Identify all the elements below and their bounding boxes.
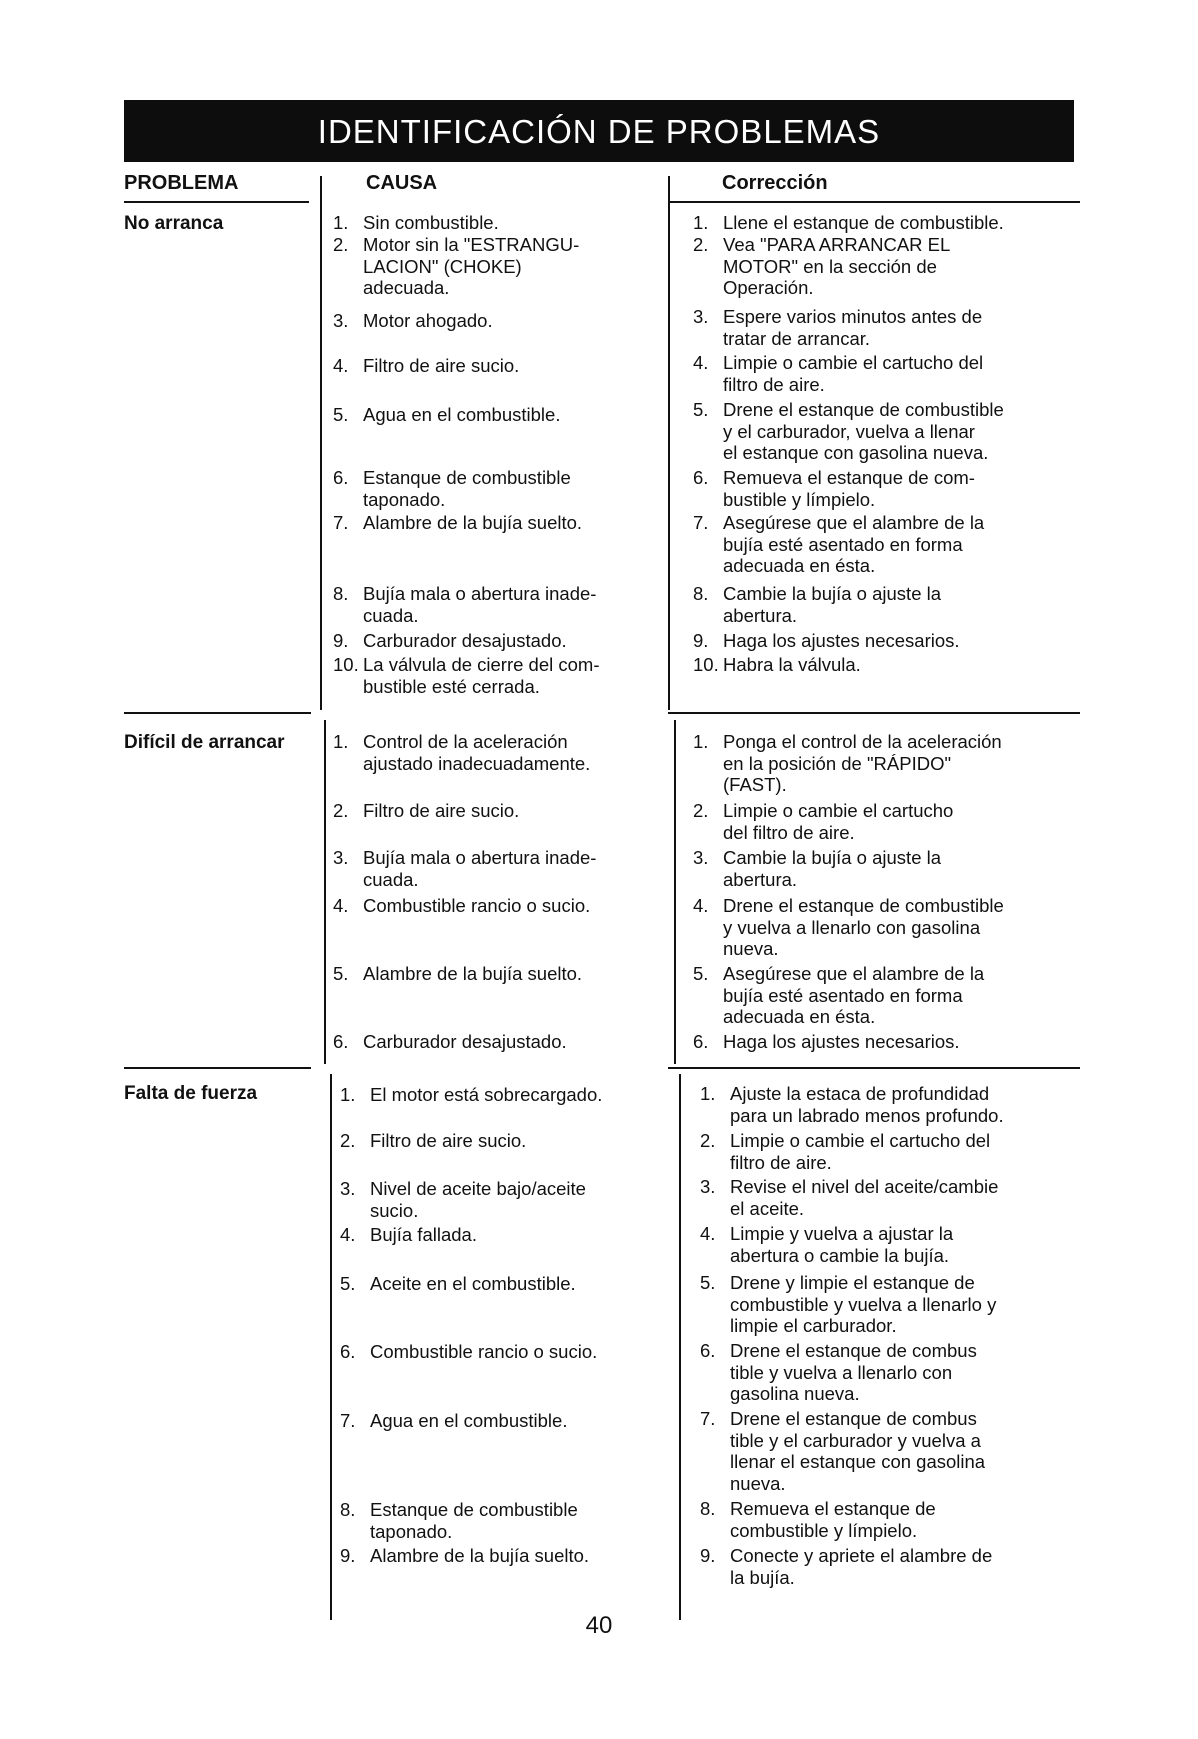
cause-number: 1. xyxy=(333,731,349,752)
header-causa: CAUSA xyxy=(366,172,438,194)
correction-number: 1. xyxy=(700,1083,716,1104)
cause-text: Agua en el combustible. xyxy=(363,404,561,425)
correction-item xyxy=(693,234,1108,299)
cause-item xyxy=(333,654,698,697)
cause-text: Combustible rancio o sucio. xyxy=(363,895,591,916)
cause-item xyxy=(333,895,698,917)
correction-number: 7. xyxy=(700,1408,716,1429)
correction-number: 3. xyxy=(693,847,709,868)
cause-text: Estanque de combustible taponado. xyxy=(370,1499,578,1542)
cause-number: 7. xyxy=(333,512,349,533)
header-correccion: Corrección xyxy=(722,172,828,194)
correction-text: Limpie o cambie el cartucho del filtro de aire. xyxy=(723,800,954,843)
cause-number: 9. xyxy=(340,1545,356,1566)
divider-causa-2 xyxy=(324,720,326,1064)
cause-text: Filtro de aire sucio. xyxy=(363,800,520,821)
cause-text: Filtro de aire sucio. xyxy=(370,1130,527,1151)
cause-item xyxy=(340,1410,705,1432)
cause-number: 4. xyxy=(333,895,349,916)
correction-item xyxy=(693,467,1108,510)
cause-text: Alambre de la bujía suelto. xyxy=(363,512,583,533)
cause-text: Agua en el combustible. xyxy=(370,1410,568,1431)
correction-item xyxy=(700,1130,1115,1173)
correction-item xyxy=(693,583,1108,626)
correction-item xyxy=(693,963,1108,1028)
cause-item xyxy=(333,234,698,299)
cause-number: 3. xyxy=(340,1178,356,1199)
cause-number: 1. xyxy=(340,1084,356,1105)
correction-text: Ponga el control de la aceleración en la posición de "RÁPIDO" (FAST). xyxy=(723,731,1002,795)
cause-text: El motor está sobrecargado. xyxy=(370,1084,603,1105)
correction-item xyxy=(693,800,1108,843)
cause-number: 5. xyxy=(340,1273,356,1294)
correction-item xyxy=(693,654,1108,676)
cause-item xyxy=(333,731,698,774)
correction-item xyxy=(693,1031,1108,1053)
cause-item xyxy=(333,467,698,510)
correction-text: Llene el estanque de combustible. xyxy=(723,212,1004,233)
correction-item xyxy=(700,1223,1115,1266)
correction-number: 7. xyxy=(693,512,709,533)
correction-number: 1. xyxy=(693,731,709,752)
correction-number: 4. xyxy=(693,895,709,916)
cause-text: Motor ahogado. xyxy=(363,310,493,331)
correction-number: 5. xyxy=(693,963,709,984)
problem-dificil-de-arrancar: Difícil de arrancar xyxy=(124,732,285,753)
correction-number: 8. xyxy=(700,1498,716,1519)
correction-item xyxy=(693,512,1108,577)
correction-number: 2. xyxy=(693,800,709,821)
correction-number: 3. xyxy=(693,306,709,327)
cause-text: Carburador desajustado. xyxy=(363,630,567,651)
cause-text: La válvula de cierre del com- bustible esté cerrada. xyxy=(363,654,600,697)
correction-number: 4. xyxy=(700,1223,716,1244)
correction-text: Limpie o cambie el cartucho del filtro de aire. xyxy=(730,1130,991,1173)
correction-item xyxy=(693,731,1108,796)
cause-number: 8. xyxy=(333,583,349,604)
cause-item xyxy=(340,1224,705,1246)
cause-text: Estanque de combustible taponado. xyxy=(363,467,571,510)
cause-text: Motor sin la "ESTRANGU- LACION" (CHOKE) adecuada. xyxy=(363,234,580,298)
correction-item xyxy=(700,1498,1115,1541)
correction-text: Drene el estanque de combustible y el carburador, vuelva a llenar el estanque con gasolina nueva. xyxy=(723,399,1004,463)
cause-item xyxy=(333,800,698,822)
correction-text: Cambie la bujía o ajuste la abertura. xyxy=(723,583,942,626)
cause-number: 3. xyxy=(333,310,349,331)
correction-item xyxy=(693,306,1108,349)
correction-text: Haga los ajustes necesarios. xyxy=(723,630,960,651)
rule-section-1-correccion xyxy=(668,712,1080,714)
cause-item xyxy=(333,847,698,890)
cause-text: Combustible rancio o sucio. xyxy=(370,1341,598,1362)
correction-item xyxy=(693,212,1108,234)
correction-number: 8. xyxy=(693,583,709,604)
correction-item xyxy=(700,1272,1115,1337)
correction-text: Drene el estanque de combustible y vuelva a llenarlo con gasolina nueva. xyxy=(723,895,1004,959)
rule-header-correccion xyxy=(668,201,1080,203)
correction-item xyxy=(700,1083,1115,1126)
correction-text: Remueva el estanque de com- bustible y límpielo. xyxy=(723,467,975,510)
cause-text: Aceite en el combustible. xyxy=(370,1273,576,1294)
cause-text: Control de la aceleración ajustado inadecuadamente. xyxy=(363,731,591,774)
cause-number: 1. xyxy=(333,212,349,233)
cause-number: 5. xyxy=(333,404,349,425)
cause-item xyxy=(333,404,698,426)
cause-item xyxy=(340,1084,705,1106)
correction-text: Drene y limpie el estanque de combustible y vuelva a llenarlo y limpie el carburador. xyxy=(730,1272,997,1336)
cause-number: 4. xyxy=(333,355,349,376)
cause-text: Bujía fallada. xyxy=(370,1224,477,1245)
correction-text: Asegúrese que el alambre de la bujía esté asentado en forma adecuada en ésta. xyxy=(723,963,985,1027)
cause-number: 4. xyxy=(340,1224,356,1245)
correction-number: 4. xyxy=(693,352,709,373)
cause-item xyxy=(340,1499,705,1542)
correction-item xyxy=(693,352,1108,395)
cause-item xyxy=(340,1130,705,1152)
cause-item xyxy=(333,212,698,234)
correction-text: Habra la válvula. xyxy=(723,654,861,675)
correction-text: Vea "PARA ARRANCAR EL MOTOR" en la sección de Operación. xyxy=(723,234,951,298)
correction-text: Drene el estanque de combus tible y vuelva a llenarlo con gasolina nueva. xyxy=(730,1340,977,1404)
cause-number: 3. xyxy=(333,847,349,868)
cause-text: Alambre de la bujía suelto. xyxy=(370,1545,590,1566)
correction-item xyxy=(693,630,1108,652)
cause-item xyxy=(340,1341,705,1363)
cause-item xyxy=(340,1273,705,1295)
correction-number: 9. xyxy=(693,630,709,651)
correction-text: Drene el estanque de combus tible y el carburador y vuelva a llenar el estanque con gasolina nueva. xyxy=(730,1408,986,1494)
correction-item xyxy=(700,1545,1115,1588)
cause-text: Sin combustible. xyxy=(363,212,499,233)
cause-text: Filtro de aire sucio. xyxy=(363,355,520,376)
correction-text: Limpie o cambie el cartucho del filtro de aire. xyxy=(723,352,984,395)
cause-text: Carburador desajustado. xyxy=(363,1031,567,1052)
rule-section-2-correccion xyxy=(668,1067,1080,1069)
cause-item xyxy=(333,1031,698,1053)
correction-text: Conecte y apriete el alambre de la bujía. xyxy=(730,1545,993,1588)
correction-number: 6. xyxy=(693,1031,709,1052)
correction-number: 10. xyxy=(693,654,719,675)
correction-number: 5. xyxy=(700,1272,716,1293)
cause-number: 6. xyxy=(333,1031,349,1052)
correction-item xyxy=(700,1408,1115,1494)
correction-text: Espere varios minutos antes de tratar de arrancar. xyxy=(723,306,983,349)
cause-number: 10. xyxy=(333,654,359,675)
cause-item xyxy=(333,310,698,332)
cause-number: 6. xyxy=(333,467,349,488)
page-title: IDENTIFICACIÓN DE PROBLEMAS xyxy=(124,100,1074,162)
cause-text: Alambre de la bujía suelto. xyxy=(363,963,583,984)
correction-text: Limpie y vuelva a ajustar la abertura o cambie la bujía. xyxy=(730,1223,954,1266)
cause-number: 5. xyxy=(333,963,349,984)
cause-text: Bujía mala o abertura inade- cuada. xyxy=(363,583,597,626)
cause-item xyxy=(333,630,698,652)
divider-causa-3 xyxy=(330,1074,332,1620)
divider-causa-1 xyxy=(320,176,322,710)
correction-number: 3. xyxy=(700,1176,716,1197)
correction-item xyxy=(693,895,1108,960)
correction-text: Ajuste la estaca de profundidad para un labrado menos profundo. xyxy=(730,1083,1004,1126)
page-number: 40 xyxy=(585,1612,613,1639)
correction-text: Asegúrese que el alambre de la bujía esté asentado en forma adecuada en ésta. xyxy=(723,512,985,576)
cause-number: 9. xyxy=(333,630,349,651)
correction-item xyxy=(693,847,1108,890)
cause-item xyxy=(333,583,698,626)
cause-number: 6. xyxy=(340,1341,356,1362)
correction-number: 5. xyxy=(693,399,709,420)
cause-item xyxy=(340,1178,705,1221)
rule-section-2-problema xyxy=(124,1067,311,1069)
rule-section-1-problema xyxy=(124,712,311,714)
correction-number: 6. xyxy=(693,467,709,488)
correction-item xyxy=(700,1176,1115,1219)
cause-text: Bujía mala o abertura inade- cuada. xyxy=(363,847,597,890)
correction-text: Haga los ajustes necesarios. xyxy=(723,1031,960,1052)
cause-item xyxy=(340,1545,705,1567)
problem-no-arranca: No arranca xyxy=(124,213,224,234)
correction-text: Revise el nivel del aceite/cambie el aceite. xyxy=(730,1176,999,1219)
cause-number: 2. xyxy=(333,800,349,821)
problem-falta-de-fuerza: Falta de fuerza xyxy=(124,1083,258,1104)
correction-number: 6. xyxy=(700,1340,716,1361)
cause-item xyxy=(333,355,698,377)
cause-number: 2. xyxy=(340,1130,356,1151)
cause-number: 8. xyxy=(340,1499,356,1520)
correction-number: 2. xyxy=(700,1130,716,1151)
correction-number: 9. xyxy=(700,1545,716,1566)
header-problema: PROBLEMA xyxy=(124,172,239,194)
correction-text: Remueva el estanque de combustible y límpielo. xyxy=(730,1498,936,1541)
cause-item xyxy=(333,963,698,985)
correction-number: 2. xyxy=(693,234,709,255)
correction-item xyxy=(693,399,1108,464)
cause-text: Nivel de aceite bajo/aceite sucio. xyxy=(370,1178,586,1221)
correction-text: Cambie la bujía o ajuste la abertura. xyxy=(723,847,942,890)
cause-item xyxy=(333,512,698,534)
cause-number: 2. xyxy=(333,234,349,255)
cause-number: 7. xyxy=(340,1410,356,1431)
correction-item xyxy=(700,1340,1115,1405)
rule-header-problema xyxy=(124,201,309,203)
correction-number: 1. xyxy=(693,212,709,233)
